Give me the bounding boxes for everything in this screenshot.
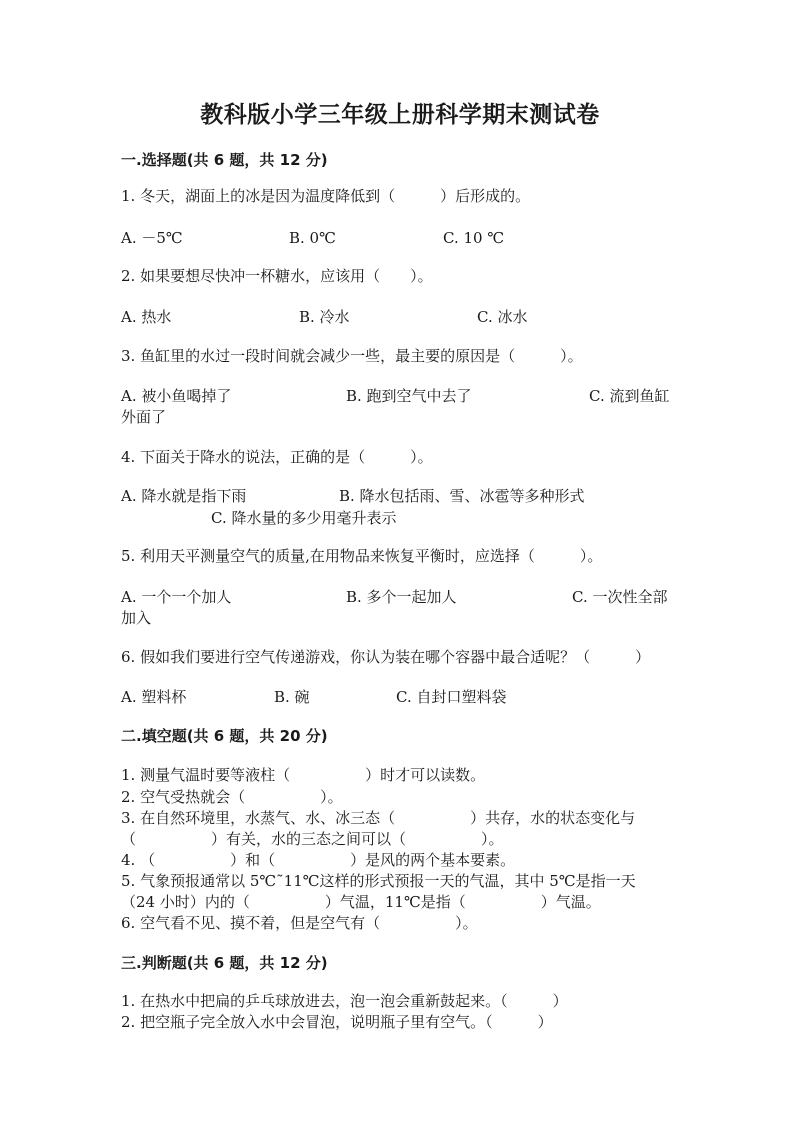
section-heading-true-false: 三.判断题(共 6 题，共 12 分) — [121, 954, 328, 972]
question-stem: 6. 假如我们要进行空气传递游戏，你认为装在哪个容器中最合适呢？（ ） — [121, 648, 651, 666]
question-stem: 5. 利用天平测量空气的质量,在用物品来恢复平衡时，应选择（ ）。 — [121, 547, 603, 565]
option-b: B. 降水包括雨、雪、冰雹等多种形式 — [339, 487, 585, 505]
option-c: C. 一次性全部 — [572, 588, 668, 606]
option-c: C. 流到鱼缸 — [589, 387, 670, 405]
fill-line: 3. 在自然环境里，水蒸气、水、冰三态（ ）共存，水的状态变化与 — [121, 809, 636, 827]
option-a: A. 被小鱼喝掉了 — [121, 387, 232, 405]
judge-line: 2. 把空瓶子完全放入水中会冒泡，说明瓶子里有空气。（ ） — [121, 1013, 553, 1031]
fill-line: （ ）有关，水的三态之间可以（ ）。 — [121, 830, 504, 848]
option-a: A. 塑料杯 — [121, 688, 187, 706]
question-stem: 1. 冬天，湖面上的冰是因为温度降低到（ ）后形成的。 — [121, 187, 531, 205]
option-c: C. 10 ℃ — [443, 229, 505, 247]
option-b: B. 碗 — [274, 688, 310, 706]
option-a: A. 热水 — [121, 308, 172, 326]
fill-line: 5. 气象预报通常以 5℃˜11℃这样的形式预报一天的气温，其中 5℃是指一天 — [121, 872, 636, 890]
option-a: A. 一个一个加人 — [121, 588, 232, 606]
judge-line: 1. 在热水中把扁的乒乓球放进去，泡一泡会重新鼓起来。（ ） — [121, 992, 568, 1010]
fill-line: （24 小时）内的（ ）气温，11℃是指（ ）气温。 — [121, 893, 601, 911]
fill-line: 6. 空气看不见、摸不着，但是空气有（ ）。 — [121, 914, 478, 932]
option-b: B. 跑到空气中去了 — [346, 387, 472, 405]
option-a: A. 降水就是指下雨 — [121, 487, 247, 505]
option-b: B. 0℃ — [289, 229, 336, 247]
option-c-continued: 加入 — [121, 609, 152, 627]
section-heading-choice: 一.选择题(共 6 题，共 12 分) — [121, 151, 328, 169]
option-a: A. －5℃ — [121, 229, 183, 247]
question-stem: 4. 下面关于降水的说法，正确的是（ ）。 — [121, 448, 433, 466]
fill-line: 2. 空气受热就会（ ）。 — [121, 788, 343, 806]
option-c-continued: 外面了 — [121, 408, 167, 426]
option-b: B. 冷水 — [299, 308, 350, 326]
fill-line: 1. 测量气温时要等液柱（ ）时才可以读数。 — [121, 766, 486, 784]
option-b: B. 多个一起加人 — [346, 588, 457, 606]
option-c: C. 自封口塑料袋 — [396, 688, 507, 706]
option-c: C. 降水量的多少用毫升表示 — [211, 509, 397, 527]
fill-line: 4. （ ）和（ ）是风的两个基本要素。 — [121, 851, 516, 869]
option-c: C. 冰水 — [477, 308, 528, 326]
page-title: 教科版小学三年级上册科学期末测试卷 — [200, 102, 600, 128]
question-stem: 3. 鱼缸里的水过一段时间就会减少一些，最主要的原因是（ ）。 — [121, 347, 583, 365]
section-heading-fill-blank: 二.填空题(共 6 题，共 20 分) — [121, 727, 328, 745]
question-stem: 2. 如果要想尽快冲一杯糖水，应该用（ ）。 — [121, 267, 433, 285]
